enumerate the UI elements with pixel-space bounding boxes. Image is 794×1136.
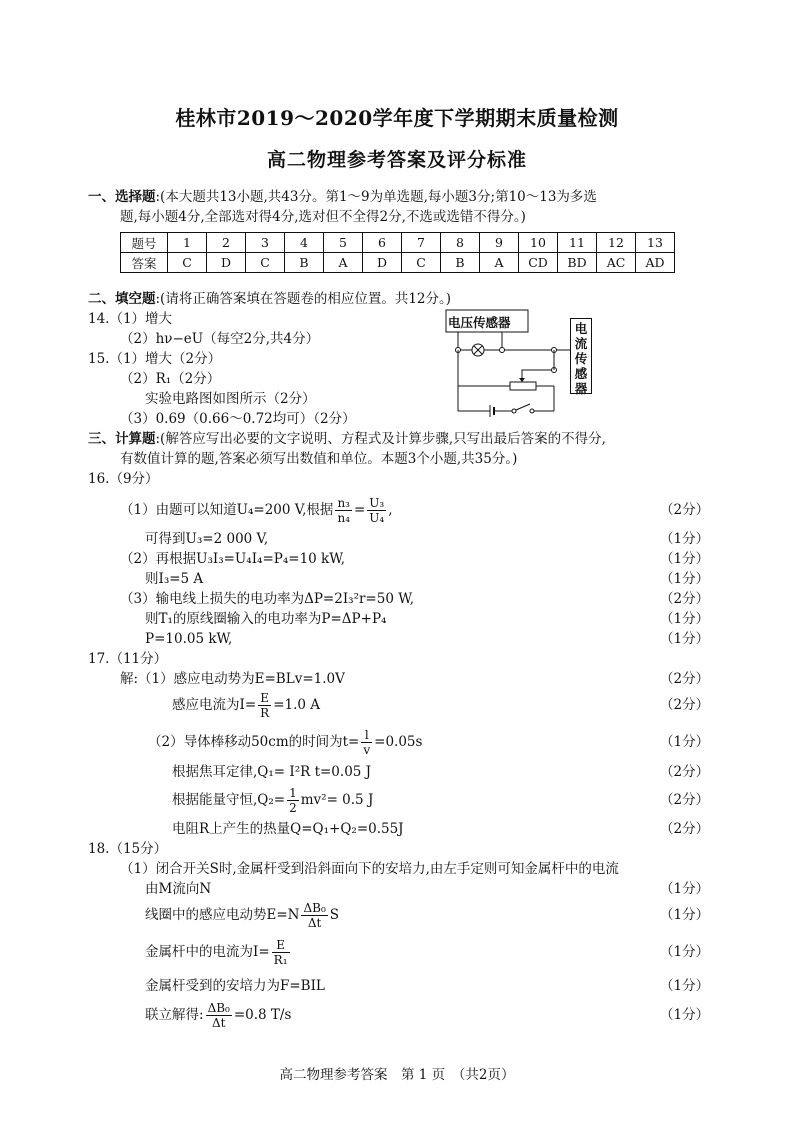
numerator: l [361,728,372,743]
fraction [301,901,327,930]
rheostat-icon [510,382,536,390]
answer-cell: D [207,253,246,273]
denominator: Δt [211,1016,226,1030]
table-row-numbers [121,233,675,253]
denominator: U₄ [369,511,385,525]
q17-line-5 [172,785,373,815]
answer-cell: AD [636,253,675,273]
section-3-desc-1: :(解答应写出必要的文字说明、方程式及计算步骤,只写出最后答案的不得分, [155,431,606,447]
current-sensor-char: 器 [574,381,588,396]
q15-line-4: （3）0.69（0.66～0.72均可）（2分） [120,411,356,427]
page-title: 桂林市2019～2020学年度下学期期末质量检测 [175,106,619,130]
numerator: U₃ [369,496,385,510]
question-number: 12 [597,233,636,253]
table-row-label: 答案 [121,253,168,273]
score: （1分） [660,1007,710,1023]
answer-cell: BD [558,253,597,273]
current-sensor-char: 电 [574,321,588,336]
q17-text: =0.05s [374,734,423,750]
denominator: R [260,706,270,720]
section-3-desc-2: 有数值计算的题,答案必须写出数值和单位。本题3个小题,共35分。) [120,451,518,467]
question-number: 7 [402,233,441,253]
question-number: 4 [285,233,324,253]
current-sensor-char: 感 [574,366,588,381]
table-row-answers [121,253,675,273]
score: （1分） [660,631,710,647]
voltage-sensor-label: 电压传感器 [448,315,511,330]
punct: , [388,502,393,518]
score: （2分） [660,821,710,837]
current-sensor-char: 传 [574,351,588,366]
question-number: 11 [558,233,597,253]
q16-line-2: 可得到U₃=2 000 V, [145,531,269,547]
fraction [361,728,372,757]
score: （1分） [660,907,710,923]
answer-cell: C [168,253,207,273]
score: （1分） [660,611,710,627]
q18-text: =0.8 T/s [233,1007,292,1023]
q16-text: （1）由题可以知道U₄=200 V,根据 [120,502,334,518]
q17-header: 17.（11分） [88,651,168,667]
denominator: R₁ [273,953,288,967]
q18-line-4 [145,937,292,967]
section-3-header [88,430,606,448]
answer-cell: A [324,253,363,273]
question-number: 9 [480,233,519,253]
question-number: 5 [324,233,363,253]
q18-text: 金属杆中的电流为I= [145,944,270,960]
question-number: 3 [246,233,285,253]
section-1-header [88,188,597,206]
score: （1分） [660,571,710,587]
page-subtitle: 高二物理参考答案及评分标准 [266,149,527,171]
q17-line-2 [172,690,320,720]
answer-cell: D [363,253,402,273]
question-number: 2 [207,233,246,253]
q18-text: 联立解得: [145,1007,204,1023]
numerator: n₃ [337,496,350,510]
q17-text: =1.0 A [273,697,321,713]
question-number: 13 [636,233,675,253]
denominator: Δt [307,916,322,930]
q17-line-1: 解:（1）感应电动势为E=BLv=1.0V [120,671,345,687]
q18-line-5: 金属杆受到的安培力为F=BIL [145,978,325,994]
numerator: E [258,691,271,706]
score: （1分） [660,551,710,567]
q18-line-6 [145,1000,291,1030]
fraction [367,496,386,525]
answer-cell: C [246,253,285,273]
q18-line-1: （1）闭合开关S时,金属杆受到沿斜面向下的安培力,由左手定则可知金属杆中的电流 [120,861,619,877]
score: （1分） [660,944,710,960]
score: （1分） [660,734,710,750]
switch-icon [516,404,530,410]
q16-line-6: 则T₁的原线圈输入的电功率为P=ΔP+P₄ [145,611,387,627]
fraction [258,691,271,720]
numerator: 1 [289,786,297,800]
numerator: E [272,938,290,953]
section-2-title: 二、填空题 [88,291,156,307]
question-number: 1 [168,233,207,253]
numerator: ΔB₀ [303,901,326,915]
score: （2分） [660,591,710,607]
answer-cell: CD [519,253,558,273]
answer-cell: AC [597,253,636,273]
q16-line-4: 则I₃=5 A [145,571,204,587]
current-sensor-char: 流 [574,336,588,351]
table-row-label: 题号 [121,233,168,253]
answer-cell: B [285,253,324,273]
q16-line-7: P=10.05 kW, [145,631,233,647]
score: （2分） [660,502,710,518]
section-2-desc: :(请将正确答案填在答题卷的相应位置。共12分。) [155,291,452,307]
q15-line-3: 实验电路图如图所示（2分） [145,391,316,407]
q17-text: mv²= 0.5 J [300,792,374,808]
numerator: ΔB₀ [207,1001,230,1015]
switch-icon [512,409,516,413]
q16-line-1 [120,495,393,525]
q17-text: （2）导体棒移动50cm的时间为t= [148,734,360,750]
section-1-desc-2: 题,每小题4分,全部选对得4分,选对但不全得2分,不选或选错不得分。) [120,209,526,225]
q16-header: 16.（9分） [88,471,159,487]
section-2-header [88,290,451,308]
q17-line-4: 根据焦耳定律,Q₁= I²R t=0.05 J [172,764,372,780]
question-number: 10 [519,233,558,253]
section-3-title: 三、计算题 [88,431,156,447]
q17-text: 根据能量守恒,Q₂= [172,792,286,808]
score: （1分） [660,531,710,547]
answer-cell: B [441,253,480,273]
q18-line-2: 由M流向N [145,881,212,897]
q17-line-3 [148,727,422,757]
denominator: v [363,743,371,757]
page-footer: 高二物理参考答案 第 1 页 （共2页） [279,1067,515,1083]
answer-table [120,232,675,273]
equals: = [353,502,366,518]
q16-line-5: （3）输电线上损失的电功率为ΔP=2I₃²r=50 W, [120,591,415,607]
fraction [287,786,299,815]
q15-line-2: （2）R₁（2分） [120,371,221,387]
score: （2分） [660,764,710,780]
q18-header: 18.（15分） [88,841,168,857]
denominator: n₄ [337,511,350,525]
score: （1分） [660,881,710,897]
score: （2分） [660,697,710,713]
q16-line-3: （2）再根据U₃I₃=U₄I₄=P₄=10 kW, [120,551,346,567]
junction [500,348,505,353]
question-number: 8 [441,233,480,253]
fraction [335,496,352,525]
answer-cell: A [480,253,519,273]
q14-line-1: 14.（1）增大 [88,311,173,327]
score: （2分） [660,671,710,687]
answer-cell: C [402,253,441,273]
q15-line-1: 15.（1）增大（2分） [88,351,222,367]
current-sensor-box [570,318,592,394]
q18-text: 线圈中的感应电动势E=N [145,907,300,923]
slider-wire [522,370,554,378]
section-1-desc-1: :(本大题共13小题,共43分。第1～9为单选题,每小题3分;第10～13为多选 [155,189,597,205]
q17-line-6: 电阻R上产生的热量Q=Q₁+Q₂=0.55J [172,821,404,837]
fraction [272,938,290,967]
score: （2分） [660,792,710,808]
q17-text: 感应电流为I= [172,697,257,713]
denominator: 2 [289,801,297,815]
score: （1分） [660,978,710,994]
q18-text: S [329,907,340,923]
q14-line-2: （2）hν−eU（每空2分,共4分） [120,331,320,347]
question-number: 6 [363,233,402,253]
fraction [206,1001,232,1030]
q18-line-3 [145,900,339,930]
slider-arrow-icon [519,378,525,382]
section-1-title: 一、选择题 [88,189,156,205]
switch-icon [530,409,534,413]
